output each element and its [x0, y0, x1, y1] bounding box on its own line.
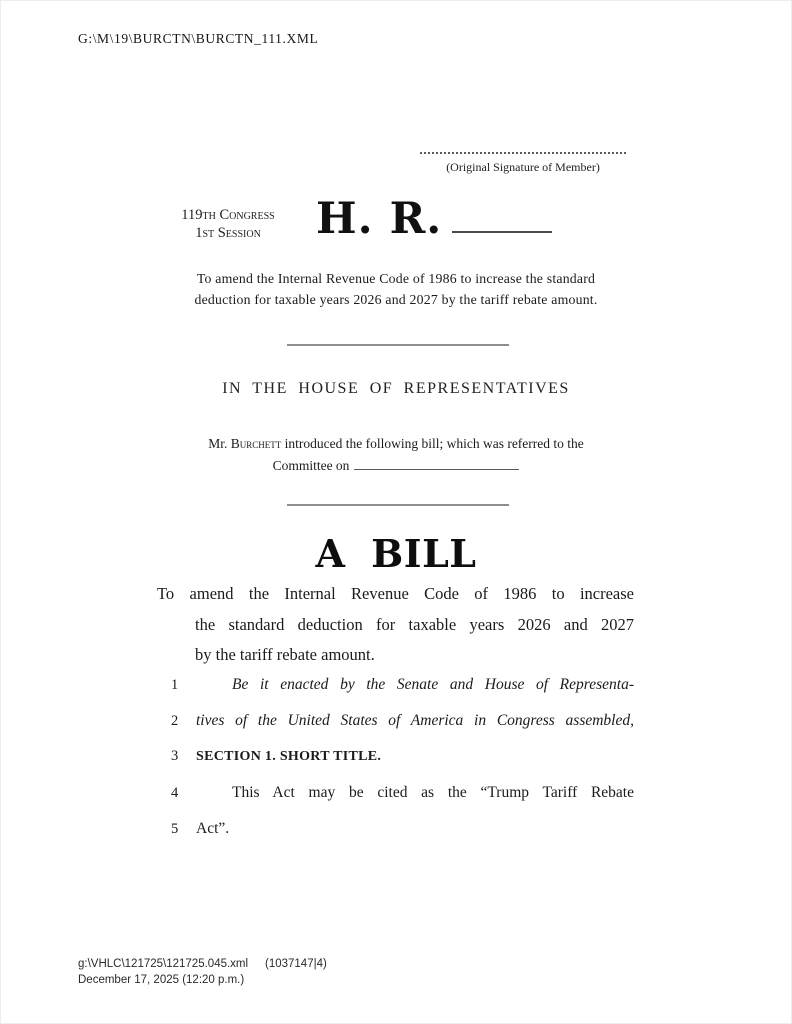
- long-title: [157, 579, 634, 671]
- session-label: 1st Session: [195, 225, 261, 241]
- introduction-line: [140, 433, 652, 455]
- chamber-heading: IN THE HOUSE OF REPRESENTATIVES: [222, 380, 570, 397]
- line-text: Be it enacted by the Senate and House of Representa-: [232, 676, 634, 693]
- line-text: SECTION 1. SHORT TITLE.: [196, 749, 382, 764]
- committee-line: [140, 455, 652, 477]
- bill-number-blank-line: [452, 231, 552, 233]
- footer-doc-id: (1037147|4): [265, 958, 327, 970]
- introduction-paragraph: [140, 433, 652, 477]
- bill-text-line: [157, 710, 634, 746]
- line-text: This Act may be cited as the “Trump Tariff Rebate: [232, 784, 634, 801]
- bill-text-line: [157, 818, 634, 854]
- bill-text-line: [157, 674, 634, 710]
- committee-label: Committee on: [272, 458, 350, 473]
- bill-text-line: [157, 746, 634, 782]
- line-number: 1: [171, 677, 179, 693]
- bill-title: A BILL: [315, 531, 477, 576]
- congress-label: 119th Congress: [181, 207, 275, 223]
- preamble-line: deduction for taxable years 2026 and 2027 by the tariff rebate amount.: [194, 292, 598, 307]
- bill-number-prefix: H. R.: [316, 194, 443, 244]
- line-number: 3: [171, 748, 179, 764]
- signature-dotted-line: [420, 152, 626, 154]
- long-title-line: the standard deduction for taxable years 2026 and 2027: [195, 614, 634, 634]
- bill-number-heading: [316, 194, 552, 244]
- sponsor-name: Burchett: [230, 436, 282, 451]
- official-title-preamble: [150, 268, 642, 310]
- line-text: Act”.: [196, 820, 230, 837]
- bill-text-line: [157, 782, 634, 818]
- long-title-line: by the tariff rebate amount.: [195, 645, 375, 664]
- footer-date: December 17, 2025 (12:20 p.m.): [78, 973, 245, 986]
- divider-rule-top: [287, 344, 509, 346]
- line-number: 2: [171, 713, 179, 729]
- preamble-line: To amend the Internal Revenue Code of 1986 to increase the standard: [196, 271, 596, 286]
- sponsor-prefix: Mr.: [208, 436, 231, 451]
- committee-blank-line: [354, 469, 519, 470]
- signature-caption: (Original Signature of Member): [446, 160, 600, 174]
- signature-block: [420, 152, 626, 175]
- bill-body-text: [157, 674, 634, 854]
- introduction-rest: introduced the following bill; which was referred to the: [281, 436, 584, 451]
- line-number: 4: [171, 785, 179, 801]
- footer-file-path: g:\VHLC\121725\121725.045.xml: [78, 958, 249, 970]
- footer-file-line: [78, 957, 398, 973]
- divider-rule-bottom: [287, 504, 509, 506]
- long-title-line: To amend the Internal Revenue Code of 1986 to increase: [157, 584, 634, 603]
- line-number: 5: [171, 821, 179, 837]
- document-footer: [78, 957, 398, 988]
- congress-session-block: [158, 206, 298, 242]
- line-text: tives of the United States of America in Congress assembled,: [196, 712, 634, 729]
- file-path-header: G:\M\19\BURCTN\BURCTN_111.XML: [78, 31, 319, 46]
